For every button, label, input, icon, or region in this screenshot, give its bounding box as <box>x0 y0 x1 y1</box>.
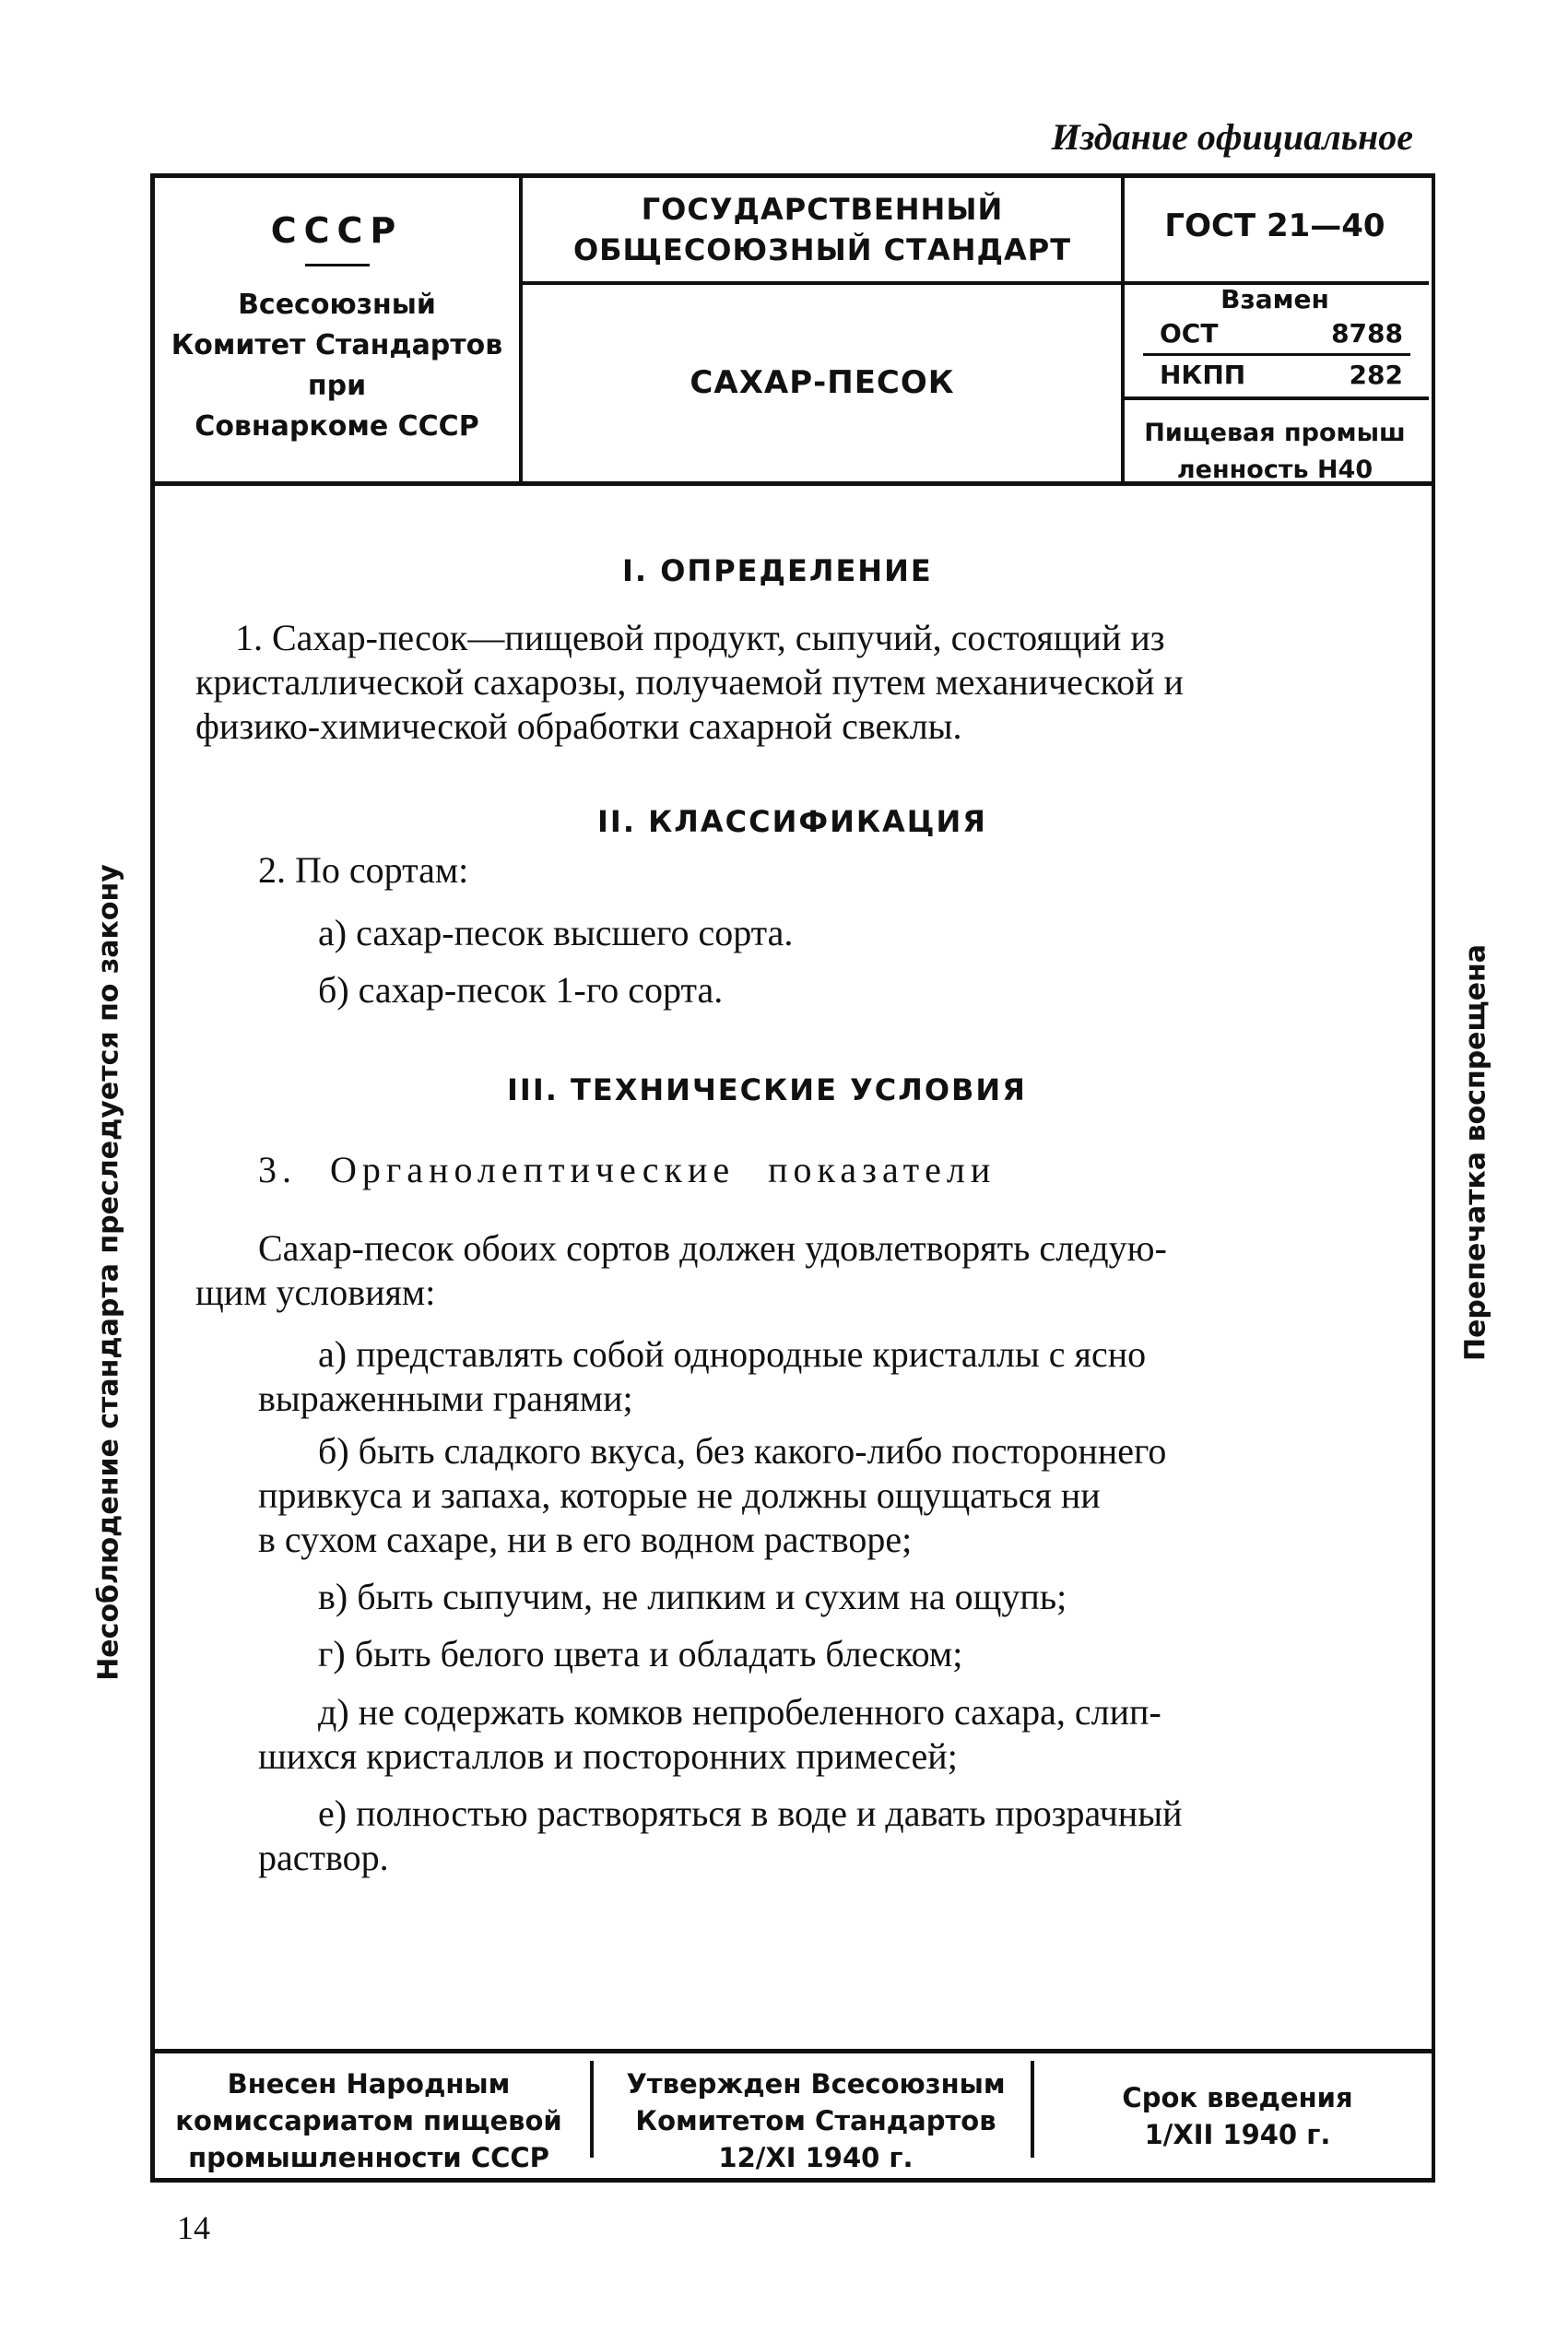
list-item: шихся кристаллов и посторонних примесей; <box>258 1735 958 1777</box>
footer-bottom-rule <box>150 2178 1432 2183</box>
approved-line: Утвержден Всесоюзным <box>626 2068 1006 2100</box>
replaces-number: 8788 <box>1331 318 1403 349</box>
section-heading: II. КЛАССИФИКАЦИЯ <box>597 804 987 839</box>
introduced-line: комиссариатом пищевой <box>175 2105 562 2136</box>
list-item: д) не содержать комков непробеленного сахара, слип- <box>318 1691 1161 1733</box>
approved-line: 12/XI 1940 г. <box>718 2142 914 2173</box>
footer-divider-1 <box>590 2061 594 2158</box>
replaces-code: НКПП <box>1160 360 1246 390</box>
side-note-left: Несоблюдение стандарта преследуется по закону <box>92 864 125 1681</box>
list-item: б) быть сладкого вкуса, без какого-либо постороннего <box>318 1430 1167 1472</box>
paragraph-line: 2. По сортам: <box>258 849 469 891</box>
effective-date <box>1051 2079 1424 2153</box>
introduced-line: Внесен Народным <box>227 2068 511 2100</box>
list-item: а) сахар-песок высшего сорта. <box>318 912 794 953</box>
introduced-by <box>159 2065 579 2176</box>
section-heading: III. ТЕХНИЧЕСКИЕ УСЛОВИЯ <box>507 1072 1027 1107</box>
page-number: 14 <box>177 2209 210 2246</box>
list-item: выраженными гранями; <box>258 1378 633 1419</box>
list-item: а) представлять собой однородные кристаллы с ясно <box>318 1333 1147 1375</box>
committee-line: при <box>307 370 367 402</box>
committee-line: Всесоюзный <box>238 289 436 321</box>
gost-number: ГОСТ 21—40 <box>1164 207 1385 244</box>
replaces-rule-1 <box>1143 353 1410 356</box>
paragraph-line: щим условиям: <box>195 1272 436 1313</box>
industry-line: Пищевая промыш <box>1144 419 1406 447</box>
list-item: е) полностью растворяться в воде и давать прозрачный <box>318 1793 1183 1834</box>
header-center-rule <box>523 281 1121 285</box>
footer-top-rule <box>150 2049 1432 2053</box>
issuer-cell <box>155 184 519 447</box>
edition-note: Издание официальное <box>1051 116 1413 158</box>
committee-line: Комитет Стандартов <box>171 329 503 361</box>
replaces-rule-2 <box>1125 396 1429 400</box>
list-item: привкуса и запаха, которые не должны ощущаться ни <box>258 1474 1101 1516</box>
replaces-number: 282 <box>1349 360 1403 390</box>
top-rule <box>150 173 1432 178</box>
paragraph-line: кристаллической сахарозы, получаемой путем механической и <box>195 661 1184 703</box>
list-item: б) сахар-песок 1-го сорта. <box>318 969 724 1011</box>
standard-type-line: ОБЩЕСОЮЗНЫЙ СТАНДАРТ <box>572 232 1072 267</box>
effective-line: Срок введения <box>1122 2082 1353 2113</box>
list-item: г) быть белого цвета и обладать блеском; <box>318 1633 963 1674</box>
industry-code <box>1126 415 1423 489</box>
replaces-label: Взамен <box>1220 284 1329 314</box>
list-item: в) быть сыпучим, не липким и сухим на ощупь; <box>318 1576 1067 1617</box>
paragraph-line: 1. Сахар-песок—пищевой продукт, сыпучий, состоящий из <box>235 617 1165 658</box>
section-heading: I. ОПРЕДЕЛЕНИЕ <box>622 553 933 588</box>
country-dash <box>305 264 370 266</box>
side-note-right: Перепечатка воспрещена <box>1459 943 1492 1362</box>
list-item: раствор. <box>258 1837 389 1878</box>
approved-line: Комитетом Стандартов <box>635 2105 996 2136</box>
country-label: СССР <box>270 210 404 251</box>
header-divider-2 <box>1121 178 1125 481</box>
paragraph-line: Сахар-песок обоих сортов должен удовлетворять следую- <box>258 1227 1167 1269</box>
product-name: САХАР-ПЕСОК <box>690 364 955 401</box>
list-item: в сухом сахаре, ни в его водном растворе; <box>258 1519 913 1560</box>
committee-label <box>155 285 519 447</box>
approved-by <box>599 2065 1032 2176</box>
replaces-code: ОСТ <box>1160 318 1219 349</box>
industry-line: ленность Н40 <box>1176 456 1373 484</box>
introduced-line: промышленности СССР <box>188 2142 549 2173</box>
effective-line: 1/XII 1940 г. <box>1144 2119 1331 2150</box>
subsection-title: 3. Органолептические показатели <box>258 1149 996 1190</box>
paragraph-line: физико-химической обработки сахарной свеклы. <box>195 705 962 747</box>
standard-type-line: ГОСУДАРСТВЕННЫЙ <box>641 192 1004 227</box>
standard-type-cell <box>524 189 1121 270</box>
committee-line: Совнаркоме СССР <box>195 410 479 443</box>
header-divider-1 <box>519 178 523 481</box>
